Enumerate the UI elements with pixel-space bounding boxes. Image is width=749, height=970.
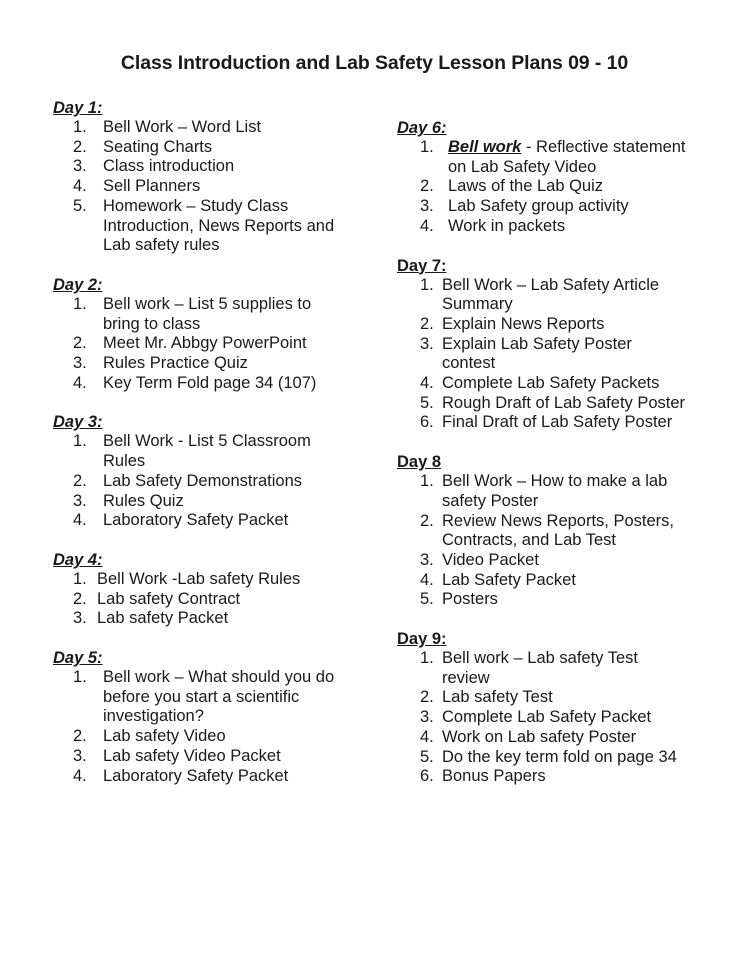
day-9-list <box>397 649 717 787</box>
day-heading: Day 3: <box>53 413 103 432</box>
list-item: 3. Rules Practice Quiz <box>73 354 248 373</box>
list-item: 1. Bell Work – Word List <box>73 118 262 136</box>
list-item: 2. Laws of the Lab Quiz <box>420 177 604 196</box>
day-3-section <box>53 412 383 531</box>
day-1-list <box>53 118 383 256</box>
list-item: 2. Lab safety Test <box>420 688 553 707</box>
list-item: 3. Lab safety Packet <box>73 609 229 628</box>
day-2-section <box>53 275 383 394</box>
list-item: 1. Bell Work -Lab safety Rules <box>73 569 301 588</box>
list-item: 2. Meet Mr. Abbgy PowerPoint <box>73 334 307 353</box>
list-item: 1. Bell work - Reflective statement on Lab Safety Video <box>420 138 686 176</box>
day-5-section <box>53 648 383 786</box>
day-4-list <box>53 570 383 629</box>
list-item: 6. Bonus Papers <box>420 767 546 786</box>
list-item: 6. Final Draft of Lab Safety Poster <box>420 413 673 432</box>
list-item: 4. Complete Lab Safety Packets <box>420 374 660 393</box>
list-item: 2. Seating Charts <box>73 137 213 156</box>
day-7-list <box>397 276 717 434</box>
day-heading: Day 4: <box>53 550 103 569</box>
list-item: 4. Work on Lab safety Poster <box>420 727 637 746</box>
list-item: 4. Key Term Fold page 34 (107) <box>73 373 317 392</box>
list-item: 1. Bell work – What should you do before you start a scientific investigation? <box>73 668 335 726</box>
list-item: 2. Lab safety Video <box>73 727 226 746</box>
left-column <box>53 98 383 805</box>
day-5-list <box>53 668 383 786</box>
list-item: 4. Sell Planners <box>73 177 201 196</box>
day-9-section <box>397 629 717 787</box>
list-item: 3. Lab safety Video Packet <box>73 746 281 765</box>
day-6-list <box>397 138 717 237</box>
list-item: 3. Lab Safety group activity <box>420 197 629 216</box>
day-8-section <box>397 452 717 610</box>
list-item: 2. Review News Reports, Posters, Contracts, and Lab Test <box>420 511 674 550</box>
list-item: 4. Laboratory Safety Packet <box>73 766 289 785</box>
list-item: 5. Homework – Study Class Introduction, News Reports and Lab safety rules <box>73 196 335 255</box>
list-item: 2. Lab safety Contract <box>73 589 241 608</box>
list-item: 3. Explain Lab Safety Poster contest <box>420 334 632 373</box>
day-heading: Day 5: <box>53 649 103 668</box>
list-item: 1. Bell work – Lab safety Test review <box>420 649 638 687</box>
day-3-list <box>53 432 383 531</box>
list-item: 1. Bell Work - List 5 Classroom Rules <box>73 432 311 471</box>
day-2-list <box>53 295 383 394</box>
day-heading: Day 1: <box>53 99 103 117</box>
day-heading: Day 6: <box>397 119 447 137</box>
list-item: 1. Bell Work – Lab Safety Article Summary <box>420 275 660 314</box>
list-item: 4. Lab Safety Packet <box>420 570 576 589</box>
list-item: 4. Laboratory Safety Packet <box>73 511 289 530</box>
day-4-section <box>53 550 383 629</box>
list-item: 5. Do the key term fold on page 34 <box>420 747 677 766</box>
list-item: 5. Posters <box>420 590 498 609</box>
list-item: 3. Class introduction <box>73 157 235 176</box>
day-1-section <box>53 98 383 256</box>
right-column <box>397 118 717 806</box>
day-heading: Day 8 <box>397 453 442 472</box>
day-8-list <box>397 472 717 610</box>
day-heading: Day 2: <box>53 275 103 294</box>
list-item: 1. Bell Work – How to make a lab safety Poster <box>420 472 668 510</box>
list-item: 5. Rough Draft of Lab Safety Poster <box>420 393 686 412</box>
list-item: 3. Rules Quiz <box>73 491 184 510</box>
list-item: 4. Work in packets <box>420 216 566 235</box>
day-6-section <box>397 118 717 237</box>
document-title: Class Introduction and Lab Safety Lesson Plans 09 - 10 <box>120 52 629 74</box>
day-7-section <box>397 256 717 434</box>
bell-work-emphasis: Bell work <box>448 138 522 156</box>
list-item: 2. Explain News Reports <box>420 314 605 333</box>
day-heading: Day 7: <box>397 256 447 275</box>
list-item: 3. Complete Lab Safety Packet <box>420 708 652 727</box>
list-item: 3. Video Packet <box>420 550 539 569</box>
day-heading: Day 9: <box>397 630 447 649</box>
list-item: 2. Lab Safety Demonstrations <box>73 471 303 490</box>
list-item: 1. Bell work – List 5 supplies to bring to class <box>73 294 312 333</box>
